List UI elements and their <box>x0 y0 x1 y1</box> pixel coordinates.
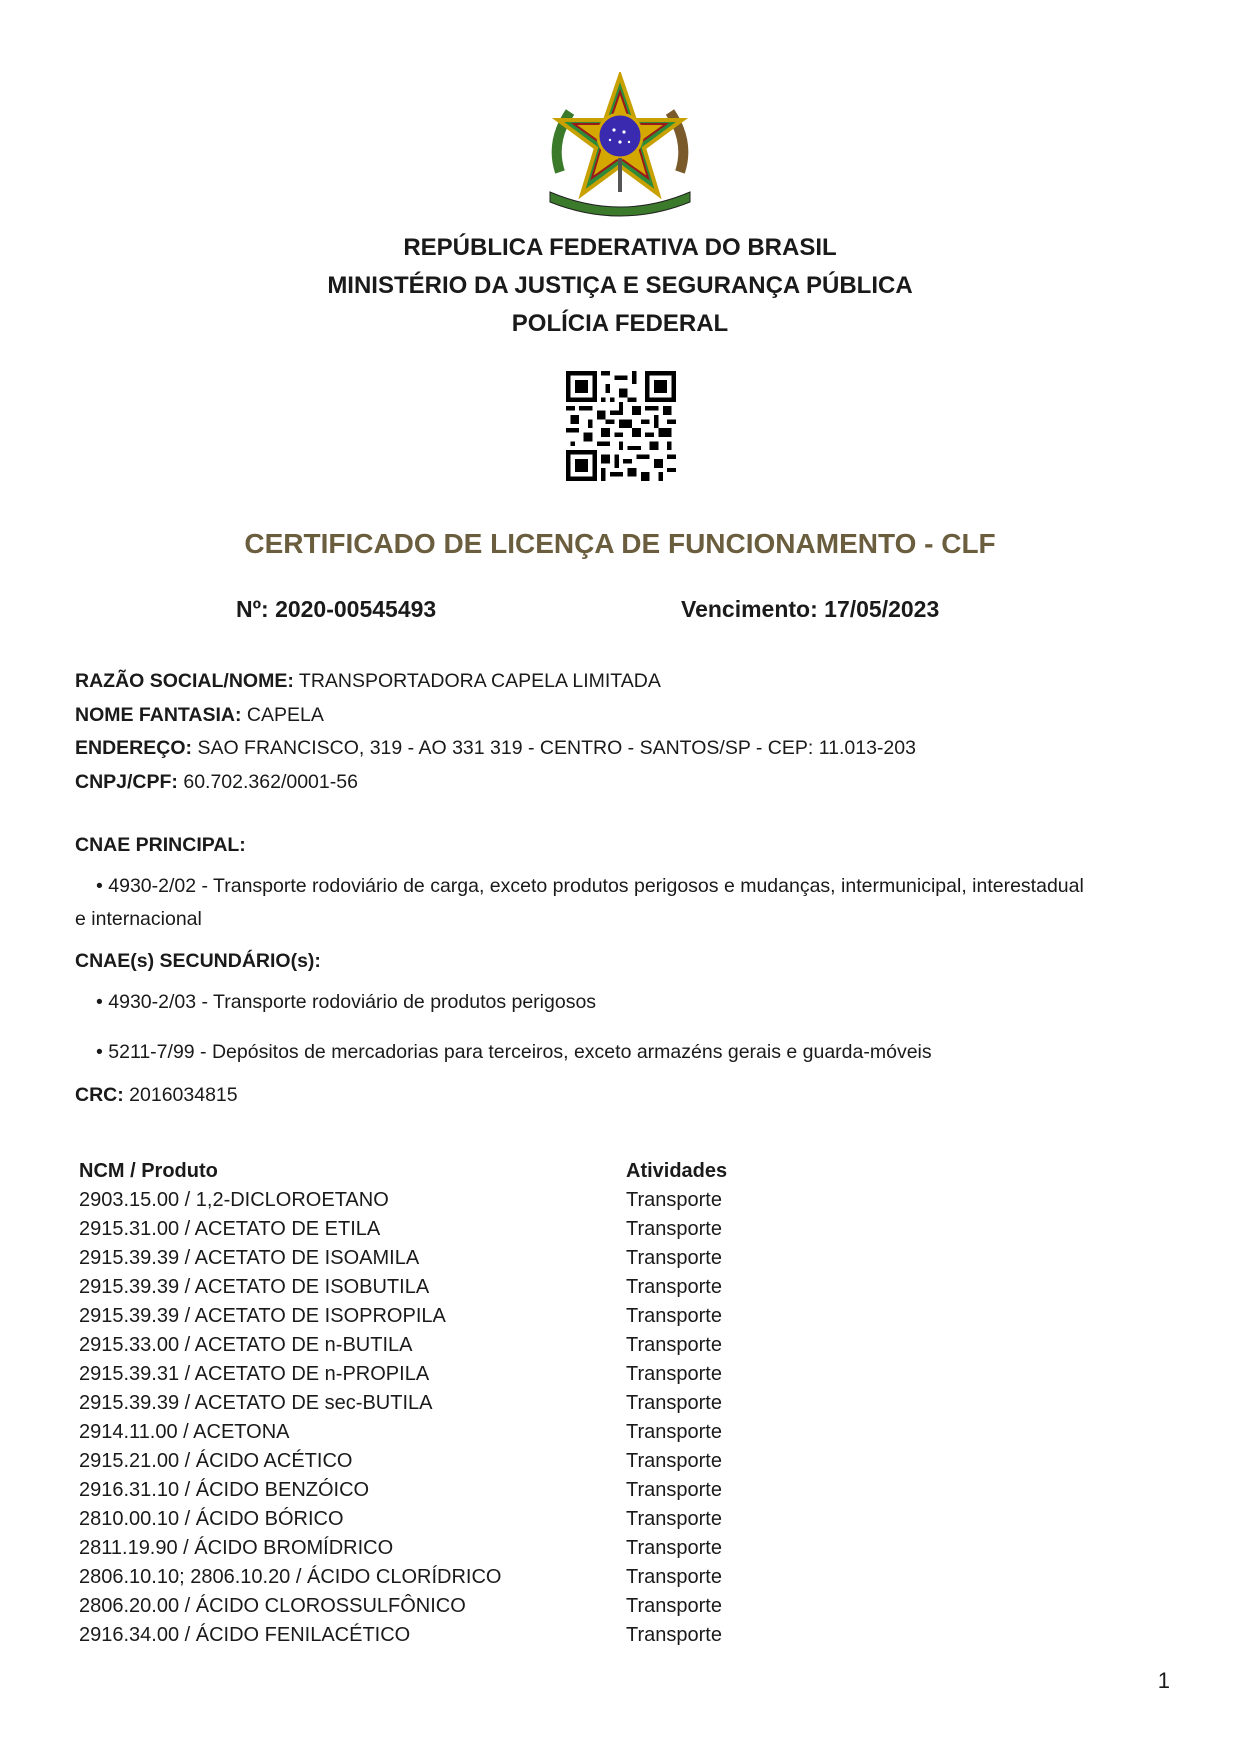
trade-name-value: CAPELA <box>246 704 324 726</box>
cell-ncm-product: 2915.33.00 / ACETATO DE n-BUTILA <box>79 1334 413 1356</box>
cell-activity: Transporte <box>626 1189 722 1211</box>
address-row <box>75 737 916 760</box>
page-number: 1 <box>1157 1668 1170 1693</box>
cell-ncm-product: 2916.34.00 / ÁCIDO FENILACÉTICO <box>79 1624 411 1646</box>
company-name-value: TRANSPORTADORA CAPELA LIMITADA <box>298 670 661 692</box>
table-row <box>79 1624 779 1653</box>
cnpj-value: 60.702.362/0001-56 <box>183 771 358 793</box>
cell-ncm-product: 2915.31.00 / ACETATO DE ETILA <box>79 1218 381 1240</box>
cell-ncm-product: 2916.31.10 / ÁCIDO BENZÓICO <box>79 1479 370 1501</box>
cell-ncm-product: 2915.39.39 / ACETATO DE ISOBUTILA <box>79 1276 430 1298</box>
cnae-secondary-text: 5211-7/99 - Depósitos de mercadorias para terceiros, exceto armazéns gerais e guarda-móveis <box>108 1041 932 1063</box>
table-row <box>79 1247 779 1276</box>
table-row <box>79 1334 779 1363</box>
number-label: Nº: <box>236 596 269 622</box>
cell-activity: Transporte <box>626 1537 722 1559</box>
cell-activity: Transporte <box>626 1450 722 1472</box>
header-federal-police: POLÍCIA FEDERAL <box>511 310 729 337</box>
qr-code <box>566 371 676 481</box>
bullet-icon: • <box>96 875 103 897</box>
trade-name-row <box>75 704 324 727</box>
cnae-secondary-text: 4930-2/03 - Transporte rodoviário de produtos perigosos <box>108 991 597 1013</box>
table-row <box>79 1218 779 1247</box>
table-row <box>79 1276 779 1305</box>
cnae-secondary-label: CNAE(s) SECUNDÁRIO(s): <box>75 950 321 972</box>
company-name-row <box>75 670 661 693</box>
cnpj-row <box>75 771 358 794</box>
cell-activity: Transporte <box>626 1334 722 1356</box>
due-label: Vencimento: <box>681 596 818 622</box>
table-row <box>79 1479 779 1508</box>
crc-row <box>75 1084 238 1107</box>
table-row <box>79 1305 779 1334</box>
cell-ncm-product: 2915.39.31 / ACETATO DE n-PROPILA <box>79 1363 430 1385</box>
company-name-label: RAZÃO SOCIAL/NOME: <box>75 670 294 692</box>
table-row <box>79 1566 779 1595</box>
cell-ncm-product: 2903.15.00 / 1,2-DICLOROETANO <box>79 1189 389 1211</box>
header-activities: Atividades <box>626 1160 728 1182</box>
table-row <box>79 1537 779 1566</box>
due-value: 17/05/2023 <box>824 596 940 622</box>
coat-of-arms-emblem <box>540 72 700 220</box>
cnae-principal-text: 4930-2/02 - Transporte rodoviário de carga, exceto produtos perigosos e mudanças, intermunicipal, interestadual <box>108 875 1084 897</box>
bullet-icon: • <box>96 1041 103 1063</box>
cell-activity: Transporte <box>626 1276 722 1298</box>
cnae-principal-label: CNAE PRINCIPAL: <box>75 834 246 856</box>
cell-ncm-product: 2810.00.10 / ÁCIDO BÓRICO <box>79 1508 344 1530</box>
bullet-icon: • <box>96 991 103 1013</box>
cell-ncm-product: 2915.39.39 / ACETATO DE sec-BUTILA <box>79 1392 433 1414</box>
cell-ncm-product: 2806.20.00 / ÁCIDO CLOROSSULFÔNICO <box>79 1595 466 1617</box>
crc-label: CRC: <box>75 1084 124 1106</box>
cell-activity: Transporte <box>626 1479 722 1501</box>
cell-activity: Transporte <box>626 1392 722 1414</box>
certificate-due-date <box>681 596 939 623</box>
cell-activity: Transporte <box>626 1218 722 1240</box>
cell-activity: Transporte <box>626 1363 722 1385</box>
cell-activity: Transporte <box>626 1421 722 1443</box>
cnae-secondary-item <box>96 1041 932 1064</box>
table-header-row <box>79 1160 779 1189</box>
cell-activity: Transporte <box>626 1566 722 1588</box>
cell-ncm-product: 2915.21.00 / ÁCIDO ACÉTICO <box>79 1450 353 1472</box>
address-value: SAO FRANCISCO, 319 - AO 331 319 - CENTRO - SANTOS/SP - CEP: 11.013-203 <box>197 737 916 759</box>
cell-ncm-product: 2915.39.39 / ACETATO DE ISOPROPILA <box>79 1305 446 1327</box>
table-row <box>79 1392 779 1421</box>
header-ministry: MINISTÉRIO DA JUSTIÇA E SEGURANÇA PÚBLICA <box>327 272 913 299</box>
table-row <box>79 1421 779 1450</box>
cell-activity: Transporte <box>626 1247 722 1269</box>
header-ncm-product: NCM / Produto <box>79 1160 218 1182</box>
address-label: ENDEREÇO: <box>75 737 193 759</box>
number-value: 2020-00545493 <box>275 596 437 622</box>
cell-ncm-product: 2806.10.10; 2806.10.20 / ÁCIDO CLORÍDRICO <box>79 1566 502 1588</box>
cnpj-label: CNPJ/CPF: <box>75 771 178 793</box>
header-republic: REPÚBLICA FEDERATIVA DO BRASIL <box>403 234 837 261</box>
table-row <box>79 1189 779 1218</box>
table-row <box>79 1450 779 1479</box>
cell-ncm-product: 2811.19.90 / ÁCIDO BROMÍDRICO <box>79 1537 394 1559</box>
cell-activity: Transporte <box>626 1624 722 1646</box>
table-row <box>79 1363 779 1392</box>
table-row <box>79 1508 779 1537</box>
cell-ncm-product: 2915.39.39 / ACETATO DE ISOAMILA <box>79 1247 420 1269</box>
cnae-secondary-item <box>96 991 596 1014</box>
cell-activity: Transporte <box>626 1305 722 1327</box>
table-row <box>79 1595 779 1624</box>
cnae-principal-continuation: e internacional <box>75 908 202 930</box>
cell-activity: Transporte <box>626 1595 722 1617</box>
certificate-number <box>236 596 436 623</box>
cell-ncm-product: 2914.11.00 / ACETONA <box>79 1421 290 1443</box>
cnae-principal-item <box>96 875 1084 898</box>
certificate-title: CERTIFICADO DE LICENÇA DE FUNCIONAMENTO - CLF <box>244 528 996 559</box>
trade-name-label: NOME FANTASIA: <box>75 704 242 726</box>
crc-value: 2016034815 <box>129 1084 238 1106</box>
cell-activity: Transporte <box>626 1508 722 1530</box>
